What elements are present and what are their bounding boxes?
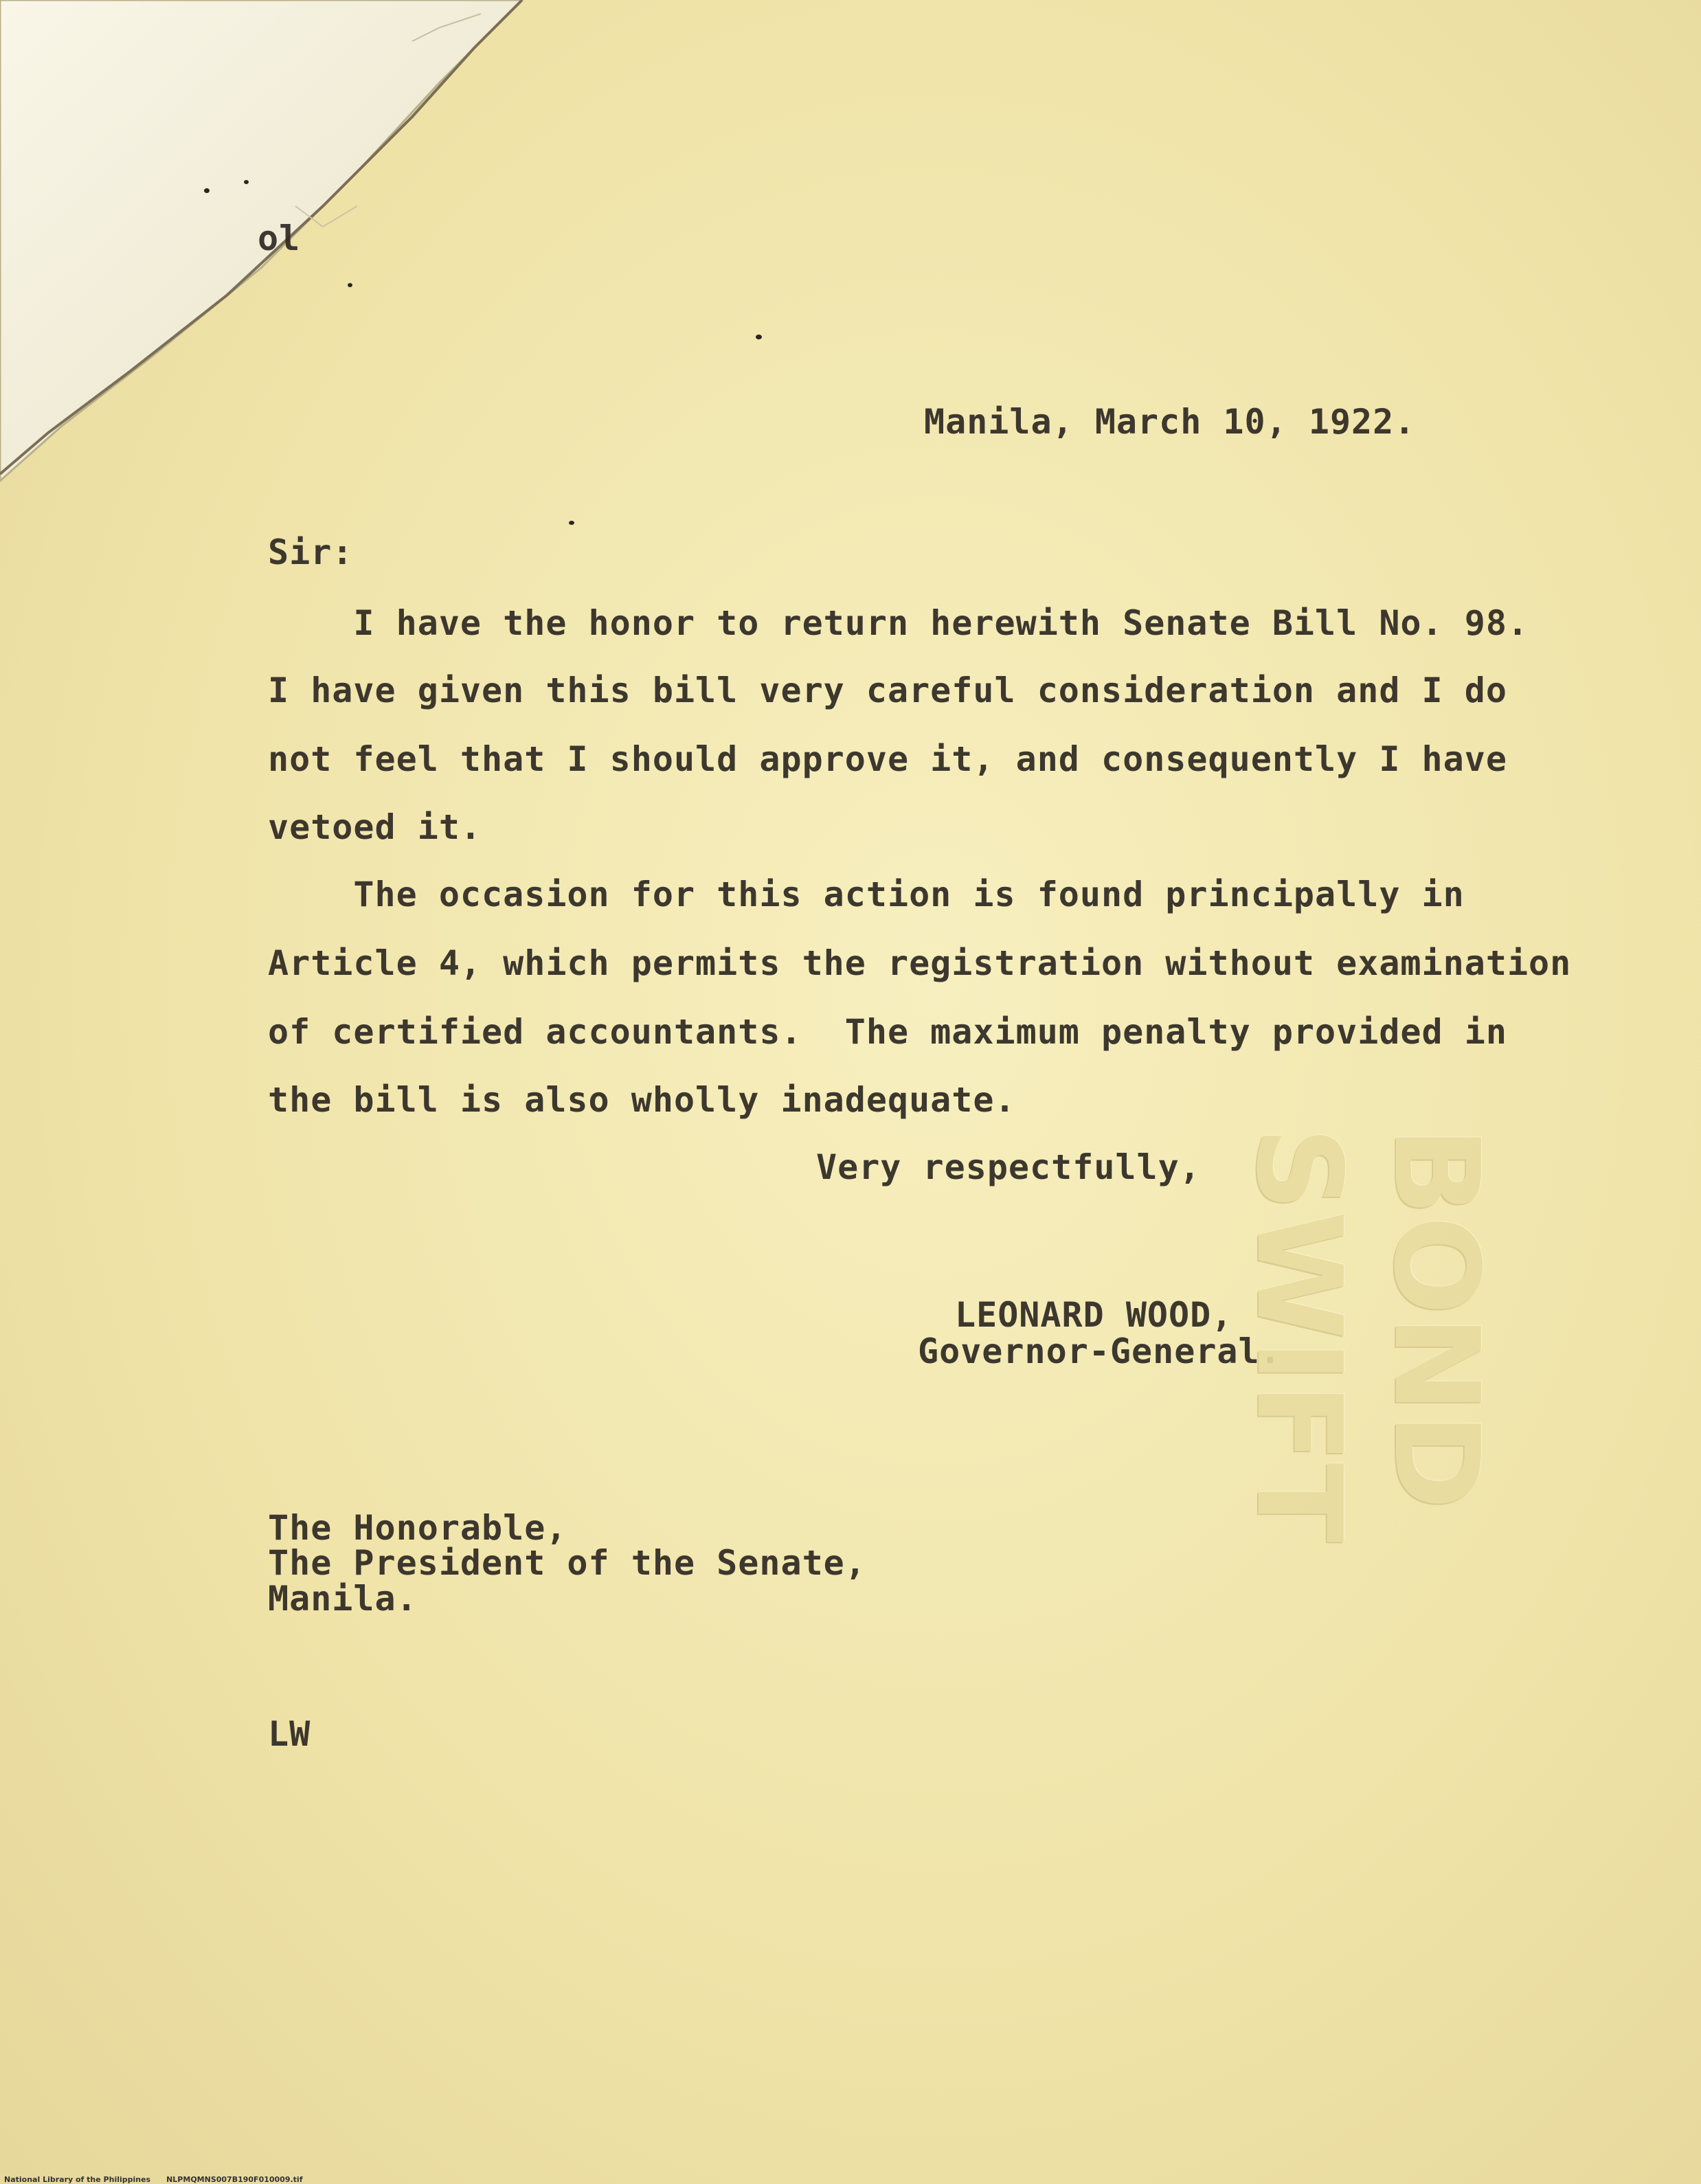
body-line: vetoed it. bbox=[268, 807, 482, 847]
signature-name: LEONARD WOOD, bbox=[955, 1295, 1233, 1335]
dateline: Manila, March 10, 1922. bbox=[924, 402, 1416, 442]
file-id: NLPMQMNS007B190F010009.tif bbox=[166, 2175, 303, 2184]
signature-title: Governor-General. bbox=[918, 1331, 1281, 1371]
ink-speck bbox=[204, 188, 210, 193]
body-line: of certified accountants. The maximum penalty provided in bbox=[268, 1012, 1507, 1052]
salutation: Sir: bbox=[268, 532, 354, 572]
archive-footer bbox=[4, 2175, 302, 2184]
ink-speck bbox=[756, 335, 762, 339]
ink-speck bbox=[348, 283, 352, 287]
ink-speck bbox=[569, 521, 574, 525]
body-line: the bill is also wholly inadequate. bbox=[268, 1080, 1016, 1120]
ink-speck bbox=[244, 180, 249, 184]
recipient-line: The President of the Senate, bbox=[268, 1543, 866, 1583]
initials: LW bbox=[268, 1714, 311, 1754]
body-line: I have the honor to return herewith Senate Bill No. 98. bbox=[268, 603, 1529, 643]
recipient-line: The Honorable, bbox=[268, 1508, 567, 1548]
recipient-line: Manila. bbox=[268, 1579, 418, 1619]
closing: Very respectfully, bbox=[816, 1147, 1201, 1187]
body-line: Article 4, which permits the registration without examination bbox=[268, 943, 1572, 983]
body-line: I have given this bill very careful consideration and I do bbox=[268, 671, 1507, 710]
corner-mark: ol bbox=[258, 218, 301, 258]
body-line: The occasion for this action is found principally in bbox=[268, 875, 1465, 914]
watermark-emboss: BOND SWIFT bbox=[1230, 1127, 1504, 1543]
archive-name: National Library of the Philippines bbox=[4, 2175, 151, 2184]
body-line: not feel that I should approve it, and consequently I have bbox=[268, 739, 1507, 779]
